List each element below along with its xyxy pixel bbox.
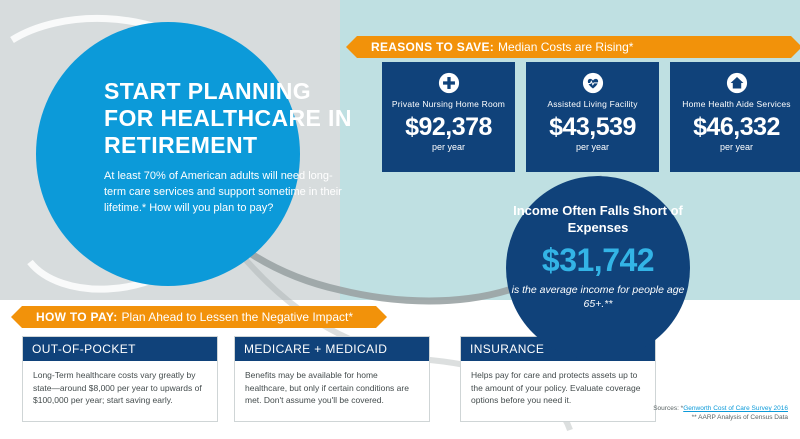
sources-line-2: ** AARP Analysis of Census Data	[691, 414, 788, 421]
sources-link[interactable]: Genworth Cost of Care Survey 2016	[683, 405, 788, 412]
pay-option-title: MEDICARE + MEDICAID	[235, 337, 429, 361]
pay-option-title: OUT-OF-POCKET	[23, 337, 217, 361]
sources-line-1	[653, 404, 788, 413]
cost-card-amount: $92,378	[405, 113, 492, 141]
ribbon-reasons-to-save	[357, 36, 791, 58]
cost-card-amount: $43,539	[549, 113, 636, 141]
cost-card-period: per year	[575, 142, 610, 152]
income-amount: $31,742	[541, 242, 655, 278]
sources-prefix: Sources: *	[653, 405, 684, 412]
ribbon-reasons-tail: Median Costs are Rising*	[498, 40, 634, 54]
ribbon-reasons-lead: REASONS TO SAVE:	[371, 40, 495, 54]
income-circle	[506, 176, 690, 360]
page-title: START PLANNING FOR HEALTHCARE IN RETIREMENT	[104, 78, 352, 158]
cost-card-home-health-aide	[670, 62, 800, 172]
income-caption: is the average income for people age 65+.**	[511, 284, 685, 310]
pay-option-body: Long-Term healthcare costs vary greatly by state—around $8,000 per year to upwards of $100,000 per year; start saving early.	[33, 370, 202, 405]
cost-card-assisted-living	[526, 62, 659, 172]
pay-option-medicare-medicaid	[234, 336, 430, 422]
house-icon	[726, 72, 748, 94]
ribbon-howtopay-tail: Plan Ahead to Lessen the Negative Impact*	[121, 310, 354, 324]
pay-option-body: Benefits may be available for home healthcare, but only if certain conditions are met. Don't assume you'll be covered.	[245, 370, 409, 405]
cost-card-label: Private Nursing Home Room	[391, 99, 506, 109]
income-title: Income Often Falls Short of Expenses	[513, 203, 683, 235]
pay-option-title: INSURANCE	[461, 337, 655, 361]
cost-card-nursing-home	[382, 62, 515, 172]
cost-card-label: Home Health Aide Services	[682, 99, 791, 109]
ribbon-howtopay-lead: HOW TO PAY:	[36, 310, 118, 324]
ribbon-how-to-pay	[22, 306, 376, 328]
hospital-icon	[438, 72, 460, 94]
cost-card-period: per year	[431, 142, 466, 152]
heart-pulse-icon	[582, 72, 604, 94]
cost-card-period: per year	[719, 142, 754, 152]
cost-card-row	[382, 62, 800, 172]
sources-note	[653, 404, 788, 422]
cost-card-label: Assisted Living Facility	[547, 99, 638, 109]
cost-card-amount: $46,332	[693, 113, 780, 141]
pay-option-out-of-pocket	[22, 336, 218, 422]
pay-option-body: Helps pay for care and protects assets up to the amount of your policy. Evaluate coverage options before you need it.	[471, 370, 641, 405]
hero-subcopy: At least 70% of American adults will need long-term care services and support sometime in their lifetime.* How will you plan to pay?	[104, 170, 342, 214]
